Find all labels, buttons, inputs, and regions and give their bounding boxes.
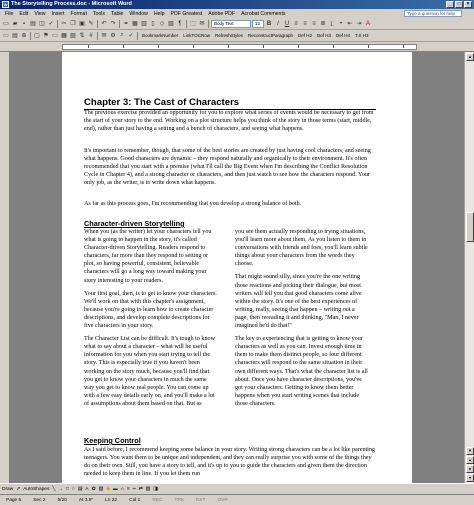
save-disk-icon[interactable]: ▪ (22, 20, 26, 27)
drawing-toolbar (0, 483, 474, 494)
align-center-icon[interactable]: ≡ (303, 20, 307, 27)
scroll-down-icon[interactable]: ▼ (466, 447, 474, 455)
word-app-icon[interactable]: W (3, 2, 8, 7)
line-style-icon[interactable]: ≡ (126, 486, 130, 492)
rectangle-icon[interactable]: □ (66, 486, 69, 492)
status-line: Ln 22 (105, 497, 118, 503)
redo-icon[interactable]: ↷ (110, 21, 116, 27)
menu-insert[interactable]: Insert (51, 10, 65, 17)
status-bar (0, 494, 474, 505)
zoom-icon[interactable]: ⊕ (21, 33, 27, 39)
menu-window[interactable]: Window (129, 10, 148, 17)
ruler-tick (403, 45, 404, 48)
heading-character-driven[interactable]: Character-driven Storytelling (84, 219, 185, 228)
scroll-up-icon[interactable]: ▲ (466, 53, 474, 61)
open-folder-icon[interactable]: ▰ (12, 21, 18, 27)
close-button[interactable]: × (464, 1, 472, 8)
insert-table-icon[interactable]: ▥ (141, 21, 147, 27)
macro-ts-h3[interactable]: T.S H3 (355, 33, 369, 38)
previous-page-icon[interactable]: ▴ (466, 456, 474, 464)
help-search-input[interactable]: Type a question for help (404, 10, 462, 17)
scroll-thumb[interactable] (466, 212, 474, 242)
oval-icon[interactable]: ○ (71, 486, 75, 492)
right-col-paragraph[interactable]: That might sound silly, since you're the one writing those reactions and picking their dialogue, but most writers will tell you that good characters come alive within the story. It's one of the best experiences of writing, really, seeing that happen – writing out a page, then rereading it and thinking, "Man, I never imagined he'd do that!" (235, 274, 362, 330)
ruler-tick (368, 45, 369, 48)
macro-bookmark-number[interactable]: BookmarkNumber (142, 33, 179, 38)
bullets-icon[interactable]: • (339, 20, 343, 27)
status-rec[interactable]: REC (152, 497, 163, 503)
copy-icon[interactable]: ❐ (70, 21, 76, 27)
underline-icon[interactable]: U (284, 20, 290, 27)
align-left-icon[interactable]: ≡ (294, 20, 298, 27)
vertical-ruler[interactable] (0, 52, 10, 483)
select-browse-object-icon[interactable]: ● (466, 465, 474, 473)
ruler-tick (298, 45, 299, 48)
status-page: Page 5 (6, 497, 22, 503)
macro-refresh-styles[interactable]: RefreshStyles (214, 33, 243, 38)
paragraph-3[interactable]: As far as this process goes, I'm recommending that you develop a strong balance of both. (84, 201, 302, 207)
font-color-icon[interactable]: A (120, 486, 124, 492)
ruler-tick (263, 45, 264, 48)
standard-toolbar (0, 18, 474, 30)
table-row-icon[interactable]: ▦ (61, 33, 67, 39)
menu-help[interactable]: Help (153, 10, 165, 17)
menu-table[interactable]: Table (111, 10, 124, 17)
status-section: Sec 2 (33, 497, 46, 503)
menu-format[interactable]: Format (70, 10, 87, 17)
macro-def-h2[interactable]: Def H2 (298, 33, 313, 38)
numbering-icon[interactable]: ⒈ (329, 22, 336, 28)
3d-icon[interactable]: ◨ (153, 486, 158, 492)
drawing-icon[interactable]: ◇ (159, 21, 165, 27)
spelling-icon[interactable]: ✓ (48, 21, 54, 27)
field-icon[interactable]: ▢ (34, 33, 40, 39)
bookmark-icon[interactable]: ⚑ (43, 33, 49, 39)
paste-icon[interactable]: ▣ (79, 21, 85, 27)
shadow-icon[interactable]: ▧ (145, 486, 151, 492)
new-document-icon[interactable]: ▭ (3, 21, 9, 27)
ruler-tick (158, 45, 159, 48)
status-ext[interactable]: EXT (196, 497, 206, 503)
menu-edit[interactable]: Edit (19, 10, 29, 17)
horizontal-ruler[interactable] (0, 42, 474, 52)
picture-icon[interactable]: ▨ (70, 33, 76, 39)
toolbar-separator (97, 32, 98, 40)
menu-bar (0, 9, 474, 18)
minimize-button[interactable]: _ (446, 1, 454, 8)
menu-pdf-greatest[interactable]: PDF Greatest (170, 10, 203, 17)
decrease-indent-icon[interactable]: ⇤ (347, 21, 353, 27)
ruler-tick (333, 45, 334, 48)
macro-def-h4[interactable]: Def H4 (336, 33, 351, 38)
left-column[interactable] (84, 228, 217, 413)
format-painter-icon[interactable]: ✎ (88, 21, 94, 27)
toolbar-separator (137, 32, 138, 40)
status-trk[interactable]: TRK (174, 497, 185, 503)
show-hide-icon[interactable]: ¶ (178, 20, 182, 27)
autoshapes-menu[interactable]: AutoShapes (23, 486, 50, 492)
tables-icon[interactable]: ▦ (132, 21, 138, 27)
menu-tools[interactable]: Tools (92, 10, 105, 17)
hyperlink-icon[interactable]: ⚭ (123, 21, 129, 27)
macro-link-toc-row[interactable]: LinkTOCRow (183, 33, 210, 38)
font-size-combo[interactable]: 12 (252, 20, 264, 28)
picture-icon[interactable]: ▨ (98, 486, 104, 492)
ruler-track[interactable] (62, 44, 417, 50)
menu-acrobat-comments[interactable]: Acrobat Comments (241, 10, 286, 17)
toolbar-separator (119, 20, 120, 28)
status-at: At 3.9" (78, 497, 94, 503)
fill-color-icon[interactable]: ◆ (106, 486, 110, 492)
cut-icon[interactable]: ✂ (61, 21, 67, 27)
draw-menu[interactable]: Draw (2, 486, 14, 492)
right-column[interactable] (235, 228, 368, 413)
ruler-tick (88, 45, 89, 48)
maximize-button[interactable]: □ (455, 1, 463, 8)
chapter-title[interactable]: Chapter 3: The Cast of Characters (84, 97, 376, 110)
align-right-icon[interactable]: ≡ (312, 20, 316, 27)
mail-icon[interactable]: ✉ (101, 33, 107, 39)
toolbar-separator (186, 20, 187, 28)
heading-keeping-control[interactable]: Keeping Control (84, 436, 141, 445)
select-arrow-icon[interactable]: ➚ (16, 486, 21, 492)
ruler-tick (193, 45, 194, 48)
style-combo[interactable]: Body Text (211, 20, 251, 28)
left-col-paragraph[interactable]: When you (as the writer) let your characters tell you what is going to happen in the story, it's called Character-driven Storytelling. Readers respond to characters, far more than they respond to setting or plot, so having powerful, consistent, believable characters will go a long way toward making your story interesting to your readers. (84, 229, 212, 284)
dash-style-icon[interactable]: ┅ (132, 486, 136, 492)
textbox-icon[interactable]: ▤ (77, 486, 83, 492)
right-col-paragraph[interactable]: The key to experiencing that is getting to know your characters as well as you can. Invest enough time in them to make them distinct people, so four different characters will respond to the same situation in their own different ways. That's what the character list is all about. Once you have character descriptions, you've got your characters. Getting to know them better happens when you start writing scenes that include those characters. (235, 336, 368, 407)
status-page-count: 5/20 (57, 497, 67, 503)
font-color-icon[interactable]: A (365, 20, 370, 27)
status-column: Col 1 (129, 497, 141, 503)
menu-adobe-pdf[interactable]: Adobe PDF (208, 10, 236, 17)
left-col-paragraph[interactable]: The Character List can be difficult. It's tough to know what to say about a character – what will be useful information for you when you start trying to tell the story. This is especially true if you haven't been working on the story much, because you'll find that you get to know your characters in much the same way you get to know real people. You can come up with a few easy details early on, and you'll make a lot of assumptions about them based on that. But as (84, 336, 215, 407)
title-bar (0, 0, 474, 9)
toolbar-separator (208, 20, 209, 28)
menu-file[interactable]: File (5, 10, 14, 17)
increase-indent-icon[interactable]: ⇥ (356, 21, 362, 27)
columns-icon[interactable]: ▯ (151, 21, 155, 27)
line-color-icon[interactable]: ▬ (112, 486, 118, 492)
print-preview-icon[interactable]: ◫ (39, 21, 45, 27)
pdf-email-icon[interactable]: ✉ (199, 21, 205, 27)
arrow-icon[interactable]: → (58, 486, 64, 492)
grid-icon[interactable]: # (89, 32, 93, 39)
italic-icon[interactable]: I (277, 20, 279, 27)
next-page-icon[interactable]: ▾ (466, 474, 474, 482)
undo-icon[interactable]: ↶ (101, 21, 107, 27)
window-title: The Storytelling Process.doc - Microsoft Word (11, 1, 132, 7)
toolbar-separator (30, 32, 31, 40)
macro-reconstruct-paragraph[interactable]: ReconstructParagraph (247, 33, 293, 38)
macro-def-h3[interactable]: Def H3 (317, 33, 332, 38)
gear-icon[interactable]: ⚙ (110, 33, 116, 39)
arrow-style-icon[interactable]: ⇄ (138, 486, 143, 492)
find-icon[interactable]: ⌕ (120, 32, 124, 38)
macro-toolbar (0, 30, 474, 42)
clipart-icon[interactable]: ✿ (91, 486, 96, 492)
document-map-icon[interactable]: ▧ (168, 21, 174, 27)
view-icon[interactable]: ▭ (3, 33, 9, 39)
vertical-scrollbar[interactable] (464, 52, 474, 483)
print-icon[interactable]: ▤ (30, 21, 36, 27)
outline-icon[interactable]: ▤ (12, 33, 18, 39)
right-col-paragraph[interactable]: you see them actually responding to trying situations, you'll learn more about them. As you listen to them in conversations with friends and foes, you'll learn subtle things about your characters from the words they choose. (235, 229, 368, 268)
toolbar-separator (97, 20, 98, 28)
paragraph-1[interactable]: The previous exercise provided an opportunity for you to explore what series of events would be necessary to get from the start of your story to the end. Working on a plot structure helps you think of the story in those terms (start, middle, end), rather than just having a setting and a bunch of characters, and seeing what happens. (84, 110, 374, 133)
ruler-tick (228, 45, 229, 48)
pdf-icon[interactable]: ⬚ (190, 21, 196, 27)
toolbar-separator (57, 20, 58, 28)
comment-icon[interactable]: ▭ (52, 33, 58, 39)
wordart-icon[interactable]: A (85, 486, 89, 492)
sort-icon[interactable]: ⇅ (79, 33, 85, 39)
paragraph-2[interactable]: It's important to remember, though, that some of the best stories are created by just having cool characters, and seeing what happens. Good characters are dynamic – they respond naturally and organically to their environment. It's often recommended that you start with a premise (what I'll call the Big Event when I'm describing the Conflict Resolution Cycle in Chapter 4), and a strong character or characters, and then just watch to see how the characters respond. Your only job, as the writer, is to write down what happens. (84, 148, 371, 187)
menu-view[interactable]: View (34, 10, 46, 17)
ruler-tick (123, 45, 124, 48)
paragraph-4[interactable]: As I said before, I recommend keeping some balance in your story. Writing strong characters can be a lot like parenting teenagers. You want them to be unique and independent, and they can really surprise you with some of the things they do on their own. Still, you have a story to tell, and it's up to you to guide the characters and given them the direction needed to keep them in line. If you let them run (84, 447, 375, 478)
left-col-paragraph[interactable]: Your first goal, then, is to get to know your characters. We'll work on that with this chapter's assignment, because you're going to learn how to create character descriptions, and develop complete descriptions for five characters in your story. (84, 290, 217, 330)
status-ovr[interactable]: OVR (217, 497, 228, 503)
grammar-icon[interactable]: ✓ (128, 33, 134, 39)
line-icon[interactable]: ╲ (52, 486, 56, 492)
justify-icon[interactable]: ≣ (320, 21, 326, 27)
bold-icon[interactable]: B (266, 20, 272, 27)
